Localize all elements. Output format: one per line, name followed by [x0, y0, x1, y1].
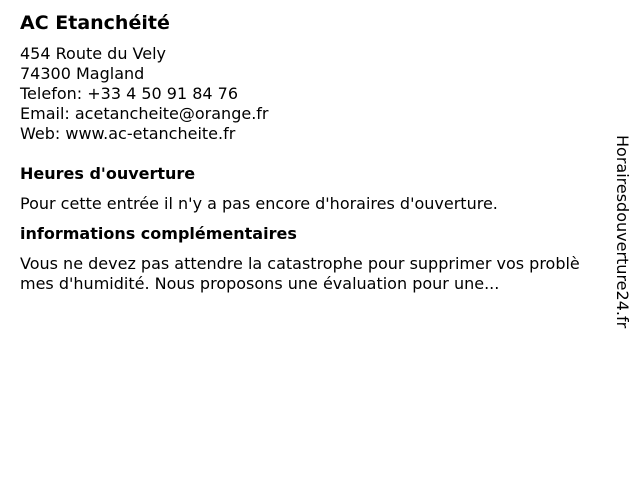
additional-info-heading: informations complémentaires — [20, 224, 297, 243]
additional-info-text: Vous ne devez pas attendre la catastrophe pour supprimer vos problèmes d'humidité. Nous proposons une évaluation pour une... — [20, 254, 580, 293]
website: Web: www.ac-etancheite.fr — [20, 124, 236, 143]
opening-hours-text: Pour cette entrée il n'y a pas encore d'horaires d'ouverture. — [20, 194, 498, 213]
street-address: 454 Route du Vely — [20, 44, 166, 63]
site-brand-vertical: Horairesdouverture24.fr — [613, 135, 632, 329]
email-address: Email: acetancheite@orange.fr — [20, 104, 269, 123]
business-name: AC Etanchéité — [20, 12, 170, 34]
business-card — [20, 10, 600, 294]
opening-hours-heading: Heures d'ouverture — [20, 164, 196, 183]
phone-number: Telefon: +33 4 50 91 84 76 — [20, 84, 239, 103]
city-address: 74300 Magland — [20, 64, 145, 83]
